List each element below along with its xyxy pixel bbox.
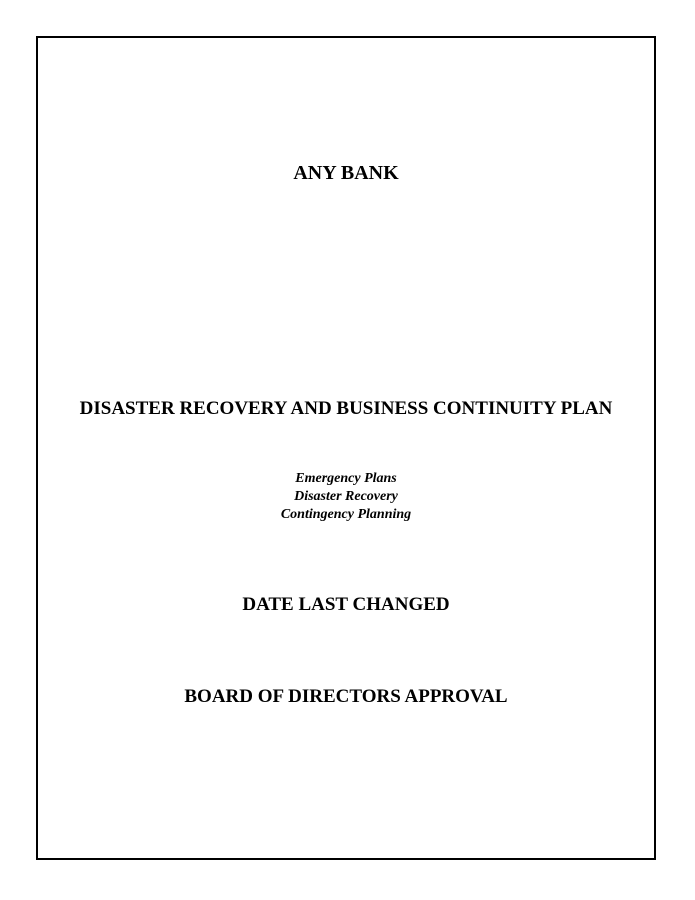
bank-name: ANY BANK bbox=[293, 162, 399, 184]
subtitle-contingency-planning: Contingency Planning bbox=[280, 507, 412, 522]
plan-title: DISASTER RECOVERY AND BUSINESS CONTINUITY PLAN bbox=[79, 398, 613, 419]
subtitle-list bbox=[38, 470, 654, 524]
cover-page-border bbox=[36, 36, 656, 860]
subtitle-disaster-recovery: Disaster Recovery bbox=[294, 489, 398, 504]
board-approval-label: BOARD OF DIRECTORS APPROVAL bbox=[184, 686, 508, 707]
subtitle-emergency-plans: Emergency Plans bbox=[295, 471, 397, 486]
date-last-changed-label: DATE LAST CHANGED bbox=[242, 594, 450, 615]
